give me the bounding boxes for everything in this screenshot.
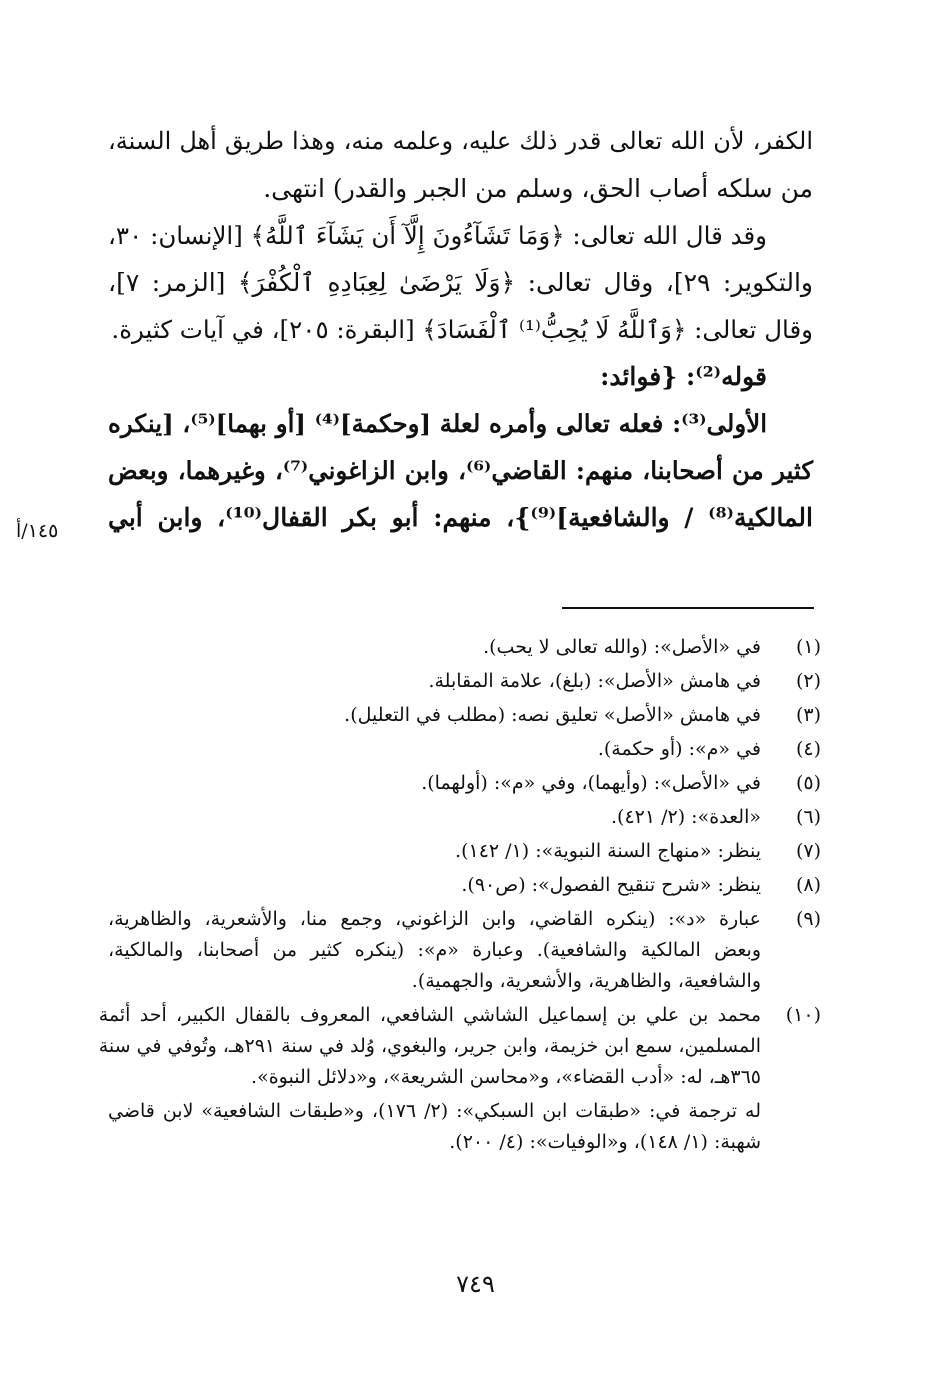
footnote-text: في «الأصل»: (والله تعالى لا يحب). <box>483 636 761 658</box>
footnote-text: ينظر: «منهاج السنة النبوية»: (١/ ١٤٢). <box>455 840 761 862</box>
footnote <box>108 734 821 765</box>
footnote-number: (٨) <box>795 874 821 896</box>
footnote-text: عبارة «د»: (ينكره القاضي، وابن الزاغوني، وجمع منا، والأشعرية، والظاهرية، <box>108 908 761 930</box>
footnote-text: في «م»: (أو حكمة). <box>597 738 761 760</box>
footnote-text: المسلمين، سمع ابن خزيمة، وابن جرير، والبغوي، وُلد في سنة ٢٩١هـ، وتُوفي في سنة <box>98 1035 761 1057</box>
page-number: ٧٤٩ <box>456 1270 495 1298</box>
footnote-number: (٢) <box>795 670 821 692</box>
main-text-line: المالكية⁽⁸⁾ / والشافعية]⁽⁹⁾}، منهم: أبو بكر القفال⁽¹⁰⁾، وابن أبي <box>108 503 813 532</box>
manuscript-folio-marker: ١٤٥/أ <box>16 520 59 542</box>
main-text-line: وقد قال الله تعالى: ﴿وَمَا تَشَآءُونَ إِلَّآ أَن يَشَآءَ ٱللَّهُ﴾ [الإنسان: ٣٠، <box>108 221 767 250</box>
footnote-number: (٣) <box>795 704 821 726</box>
footnote <box>108 870 821 901</box>
footnote-text: في «الأصل»: (وأيهما)، وفي «م»: (أولهما). <box>421 772 761 794</box>
footnote-text: محمد بن علي بن إسماعيل الشاشي الشافعي، المعروف بالقفال الكبير، أحد أئمة <box>98 1004 761 1026</box>
footnote <box>108 666 821 697</box>
footnote <box>108 768 821 799</box>
footnote-text: وبعض المالكية والشافعية). وعبارة «م»: (ينكره كثير من أصحابنا، والمالكية، <box>108 939 761 961</box>
footnote-text: في هامش «الأصل»: (بلغ)، علامة المقابلة. <box>428 670 761 692</box>
footnote <box>108 802 821 833</box>
footnote-separator <box>562 607 814 609</box>
main-text-line: والتكوير: ٢٩]، وقال تعالى: ﴿وَلَا يَرْضَىٰ لِعِبَادِهِ ٱلْكُفْرَ﴾ [الزمر: ٧]، <box>108 268 813 297</box>
footnote-text: شهبة: (١/ ١٤٨)، و«الوفيات»: (٤/ ٢٠٠). <box>449 1131 761 1153</box>
footnote-number: (٤) <box>795 738 821 760</box>
footnote <box>108 904 821 997</box>
footnote-number: (١٠) <box>785 1004 821 1026</box>
main-text-line: وقال تعالى: ﴿وَٱللَّهُ لَا يُحِبُّ⁽¹⁾ ٱلْفَسَادَ﴾ [البقرة: ٢٠٥]، في آيات كثيرة. <box>111 315 813 344</box>
footnote-text: ينظر: «شرح تنقيح الفصول»: (ص٩٠). <box>461 874 761 896</box>
footnote-text: والشافعية، والظاهرية، والأشعرية، والجهمية). <box>411 970 761 992</box>
footnote-number: (١) <box>795 636 821 658</box>
main-text-line: الأولى⁽³⁾: فعله تعالى وأمره لعلة [وحكمة]⁽⁴⁾ [أو بهما]⁽⁵⁾، [ينكره <box>108 409 767 438</box>
footnote-number: (٧) <box>795 840 821 862</box>
footnote-text: «العدة»: (٢/ ٤٢١). <box>610 806 761 828</box>
main-text-line: قوله⁽²⁾: {فوائد: <box>600 362 767 391</box>
footnote-text: في هامش «الأصل» تعليق نصه: (مطلب في التعليل). <box>344 704 761 726</box>
footnotes <box>98 632 821 1158</box>
footnote-number: (٥) <box>795 772 821 794</box>
footnote <box>108 700 821 731</box>
footnote <box>98 1000 821 1093</box>
footnote-text: له ترجمة في: «طبقات ابن السبكي»: (٢/ ١٧٦)، و«طبقات الشافعية» لابن قاضي <box>108 1100 761 1122</box>
main-text-line: الكفر، لأن الله تعالى قدر ذلك عليه، وعلمه منه، وهذا طريق أهل السنة، <box>108 127 813 155</box>
footnote-number: (٦) <box>795 806 821 828</box>
main-text <box>108 118 813 541</box>
footnote <box>108 836 821 867</box>
footnote <box>108 632 821 663</box>
main-text-line: كثير من أصحابنا، منهم: القاضي⁽⁶⁾، وابن الزاغوني⁽⁷⁾، وغيرهما، وبعض <box>108 456 813 485</box>
footnote-text: ٣٦٥هـ، له: «أدب القضاء»، و«محاسن الشريعة»، و«دلائل النبوة». <box>251 1066 761 1088</box>
footnote-number: (٩) <box>795 908 821 930</box>
footnote-continuation <box>108 1096 821 1158</box>
main-text-line: من سلكه أصاب الحق، وسلم من الجبر والقدر) انتهى. <box>263 174 813 203</box>
